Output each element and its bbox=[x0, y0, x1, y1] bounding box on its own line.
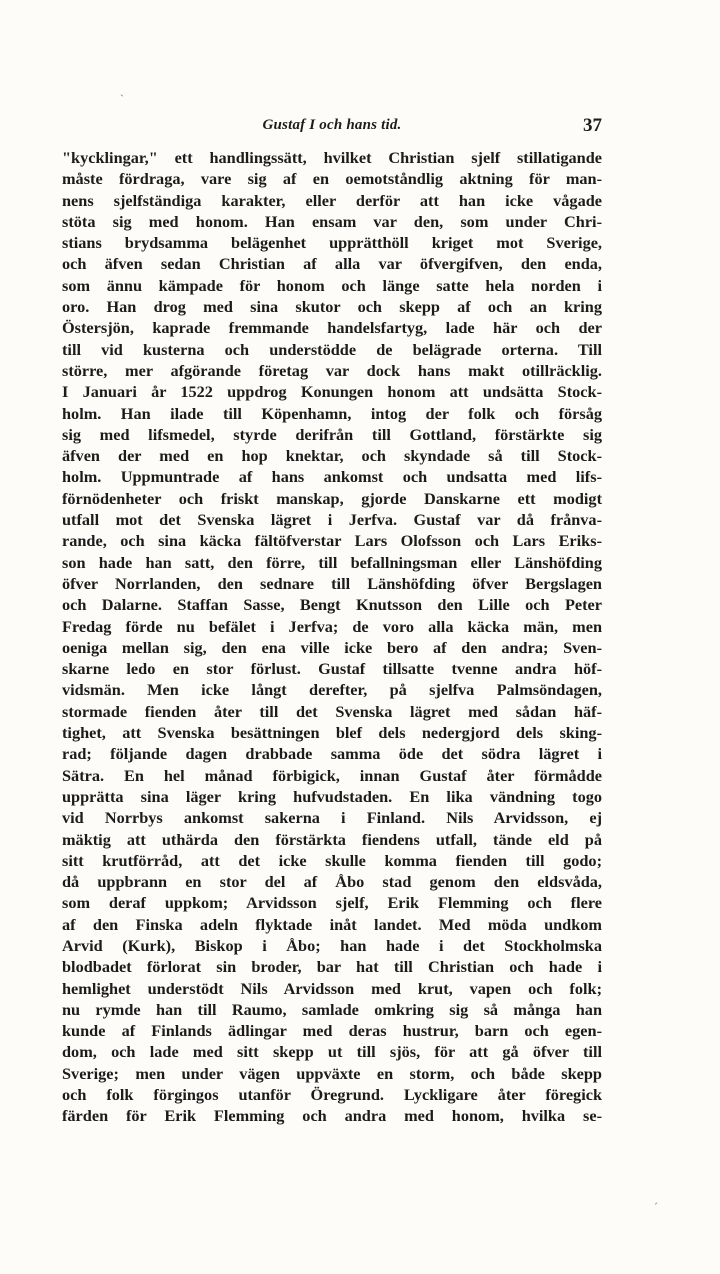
page-number: 37 bbox=[583, 115, 602, 136]
text-line: mäktig att uthärda den förstärkta fiendens utfall, tände eld på bbox=[62, 829, 602, 849]
text-line: Östersjön, kaprade fremmande handelsfartyg, lade här och der bbox=[62, 318, 602, 338]
text-line: hemlighet understödt Nils Arvidsson med krut, vapen och folk; bbox=[62, 978, 602, 998]
text-line: I Januari år 1522 uppdrog Konungen honom att undsätta Stock- bbox=[62, 382, 602, 402]
text-line: nu rymde han till Raumo, samlade omkring sig så många han bbox=[62, 999, 602, 1019]
text-line: nens sjelfständiga karakter, eller derför att han icke vågade bbox=[62, 190, 602, 210]
text-line: Arvid (Kurk), Biskop i Åbo; han hade i det Stockholmska bbox=[62, 935, 602, 955]
text-line: förnödenheter och friskt manskap, gjorde Danskarne ett modigt bbox=[62, 488, 602, 508]
text-line: sitt krutförråd, att det icke skulle komma fienden till godo; bbox=[62, 850, 602, 870]
text-line: och Dalarne. Staffan Sasse, Bengt Knutsson den Lille och Peter bbox=[62, 595, 602, 615]
stray-mark: ˊ bbox=[654, 1200, 658, 1214]
stray-mark: ` bbox=[120, 92, 124, 106]
text-line: son hade han satt, den förre, till befallningsman eller Länshöfding bbox=[62, 552, 602, 572]
text-line: färden för Erik Flemming och andra med honom, hvilka se- bbox=[62, 1106, 602, 1126]
body-text bbox=[62, 147, 602, 1127]
text-line: oro. Han drog med sina skutor och skepp af och an kring bbox=[62, 297, 602, 317]
page-header bbox=[62, 117, 602, 141]
text-line: skarne ledo en stor förlust. Gustaf tillsatte tvenne andra höf- bbox=[62, 659, 602, 679]
text-line: Sverige; men under vägen uppväxte en storm, och både skepp bbox=[62, 1063, 602, 1083]
running-title: Gustaf I och hans tid. bbox=[262, 117, 402, 133]
text-line: holm. Han ilade till Köpenhamn, intog der folk och försåg bbox=[62, 403, 602, 423]
text-line: och folk förgingos utanför Öregrund. Lyckligare åter föregick bbox=[62, 1085, 602, 1105]
text-line: vidsmän. Men icke långt derefter, på sjelfva Palmsöndagen, bbox=[62, 680, 602, 700]
text-line: utfall mot det Svenska lägret i Jerfva. Gustaf var då frånva- bbox=[62, 510, 602, 530]
text-line: måste fördraga, vare sig af en oemotståndlig aktning för man- bbox=[62, 169, 602, 189]
text-line: rande, och sina käcka fältöfverstar Lars Olofsson och Lars Eriks- bbox=[62, 531, 602, 551]
text-line: större, mer afgörande företag var dock hans makt otillräcklig. bbox=[62, 360, 602, 380]
text-line: då uppbrann en stor del af Åbo stad genom den eldsvåda, bbox=[62, 872, 602, 892]
text-line: öfver Norrlanden, den sednare till Länshöfding öfver Bergslagen bbox=[62, 573, 602, 593]
text-line: upprätta sina läger kring hufvudstaden. En lika vändning togo bbox=[62, 786, 602, 806]
text-line: tighet, att Svenska besättningen blef dels nedergjord dels sking- bbox=[62, 723, 602, 743]
text-line: som deraf uppkom; Arvidsson sjelf, Erik Flemming och flere bbox=[62, 893, 602, 913]
text-line: stormade fienden åter till det Svenska lägret med sådan häf- bbox=[62, 701, 602, 721]
text-line: rad; följande dagen drabbade samma öde det södra lägret i bbox=[62, 744, 602, 764]
text-line: och äfven sedan Christian af alla var öfvergifven, den enda, bbox=[62, 254, 602, 274]
text-line: af den Finska adeln flyktade inåt landet. Med möda undkom bbox=[62, 914, 602, 934]
text-line: Fredag förde nu befälet i Jerfva; de voro alla käcka män, men bbox=[62, 616, 602, 636]
text-line: holm. Uppmuntrade af hans ankomst och undsatta med lifs- bbox=[62, 467, 602, 487]
text-line: sig med lifsmedel, styrde derifrån till Gottland, förstärkte sig bbox=[62, 424, 602, 444]
text-line: stöta sig med honom. Han ensam var den, som under Chri- bbox=[62, 211, 602, 231]
text-line: dom, och lade med sitt skepp ut till sjös, för att gå öfver till bbox=[62, 1042, 602, 1062]
text-line: vid Norrbys ankomst sakerna i Finland. Nils Arvidsson, ej bbox=[62, 808, 602, 828]
text-line: oeniga mellan sig, den ena ville icke bero af den andra; Sven- bbox=[62, 637, 602, 657]
text-line: kunde af Finlands ädlingar med deras hustrur, barn och egen- bbox=[62, 1021, 602, 1041]
text-line: äfven der med en hop knektar, och skyndade så till Stock- bbox=[62, 446, 602, 466]
text-line: blodbadet förlorat sin broder, bar hat till Christian och hade i bbox=[62, 957, 602, 977]
text-line: "kycklingar," ett handlingssätt, hvilket Christian sjelf stillatigande bbox=[62, 148, 602, 167]
text-line: som ännu kämpade för honom och länge satte hela norden i bbox=[62, 275, 602, 295]
text-line: stians brydsamma belägenhet upprätthöll kriget mot Sverige, bbox=[62, 233, 602, 253]
text-line: Sätra. En hel månad förbigick, innan Gustaf åter förmådde bbox=[62, 765, 602, 785]
text-line: till vid kusterna och understödde de belägrade orterna. Till bbox=[62, 339, 602, 359]
